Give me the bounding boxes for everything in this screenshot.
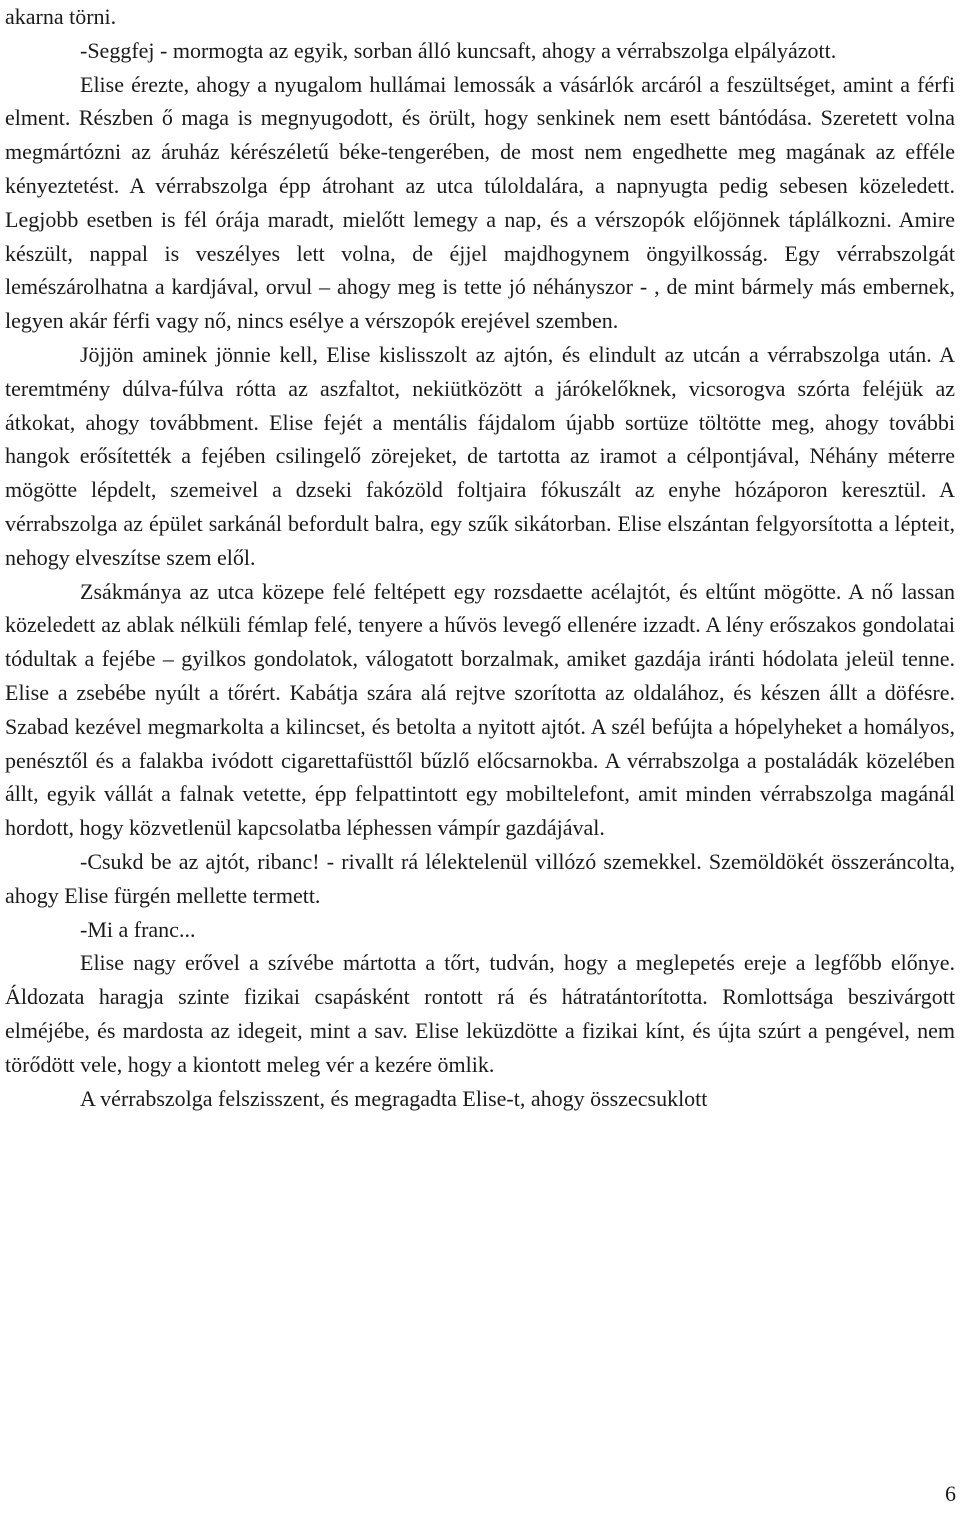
paragraph-final: A vérrabszolga felszisszent, és megragadta Elise-t, ahogy összecsuklott — [80, 1085, 708, 1111]
paragraph-pursuit: Jöjjön aminek jönnie kell, Elise kislisszolt az ajtón, és elindult az utcán a vérrabszolga után. A teremtmény dúlva-fúlva rótta az aszfaltot, nekiütközött a járókelőknek, vicsorogva szórta feléjük az átkokat, ahogy továbbment. Elise fejét a mentális fájdalom újabb sortüze töltötte meg, ahogy további hangok erősítették a fejében csilingelő zörejeket, de tartotta az iramot a célpontjával, Néhány méterre mögötte lépdelt, szemeivel a dzseki fakózöld foltjaira fókuszált az enyhe hózáporon keresztül. A vérrabszolga az épület sarkánál befordult balra, egy szűk sikátorban. Elise elszántan felgyorsította a lépteit, nehogy elveszítse szem elől. — [5, 341, 955, 570]
paragraph-elise-calm: Elise érezte, ahogy a nyugalom hullámai lemossák a vásárlók arcáról a feszültséget, amint a férfi elment. Részben ő maga is megnyugodott, és örült, hogy senkinek nem esett bántódása. Szeretett volna megmártózni az áruház kérészéletű béke-tengerében, de most nem engedhette meg magának az efféle kényeztetést. A vérrabszolga épp átrohant az utca túloldalára, a napnyugta pedig sebesen közeledett. Legjobb esetben is fél órája maradt, mielőtt lemegy a nap, és a vérszopók előjönnek táplálkozni. Amire készült, nappal is veszélyes lett volna, de éjjel majdhogynem öngyilkosság. Egy vérrabszolgát lemészárolhatna a kardjával, orvul – ahogy meg is tette jó néhányszor - , de mint bármely más embernek, legyen akár férfi vagy nő, nincs esélye a vérszopók erejével szemben. — [5, 71, 955, 334]
document-page — [5, 0, 955, 1115]
paragraph-stab: Elise nagy erővel a szívébe mártotta a tőrt, tudván, hogy a meglepetés ereje a legfőbb előnye. Áldozata haragja szinte fizikai csapásként rontott rá és hátratántorította. Romlottsága beszivárgott elméjébe, és mardosta az idegeit, mint a sav. Elise leküzdötte a fizikai kínt, és újta szúrt a pengével, nem törődött vele, hogy a kiontott meleg vér a kezére ömlik. — [5, 950, 955, 1077]
paragraph-steel-door: Zsákmánya az utca közepe felé feltépett egy rozsdaette acélajtót, és eltűnt mögötte. A nő lassan közeledett az ablak nélküli fémlap felé, tenyere a hűvös levegő ellenére izzadt. A lény erőszakos gondolatai tódultak a fejébe – gyilkos gondolatok, válogatott borzalmak, amiket gazdája iránti hódolata jeleül tenne. Elise a zsebébe nyúlt a tőrért. Kabátja szára alá rejtve szorította az oldalához, és készen állt a döfésre. Szabad kezével megmarkolta a kilincset, és betolta a nyitott ajtót. A szél befújta a hópelyheket a homályos, penésztől és a falakba ivódott cigarettafüsttől bűzlő előcsarnokba. A vérrabszolga a postaládák közelében állt, egyik vállát a falnak vetette, épp felpattintott egy mobiltelefont, amit minden vérrabszolga magánál hordott, hogy közvetlenül kapcsolatba léphessen vámpír gazdájával. — [5, 578, 955, 841]
paragraph-dialogue-2: -Csukd be az ajtót, ribanc! - rivallt rá lélektelenül villózó szemekkel. Szemöldökét összeráncolta, ahogy Elise fürgén mellette termett. — [5, 848, 955, 908]
paragraph-continuation: akarna törni. — [5, 4, 117, 29]
paragraph-dialogue-3: -Mi a franc... — [80, 916, 196, 942]
paragraph-dialogue-1: -Seggfej - mormogta az egyik, sorban álló kuncsaft, ahogy a vérrabszolga elpályázott. — [80, 37, 837, 63]
page-number: 6 — [945, 1481, 956, 1506]
